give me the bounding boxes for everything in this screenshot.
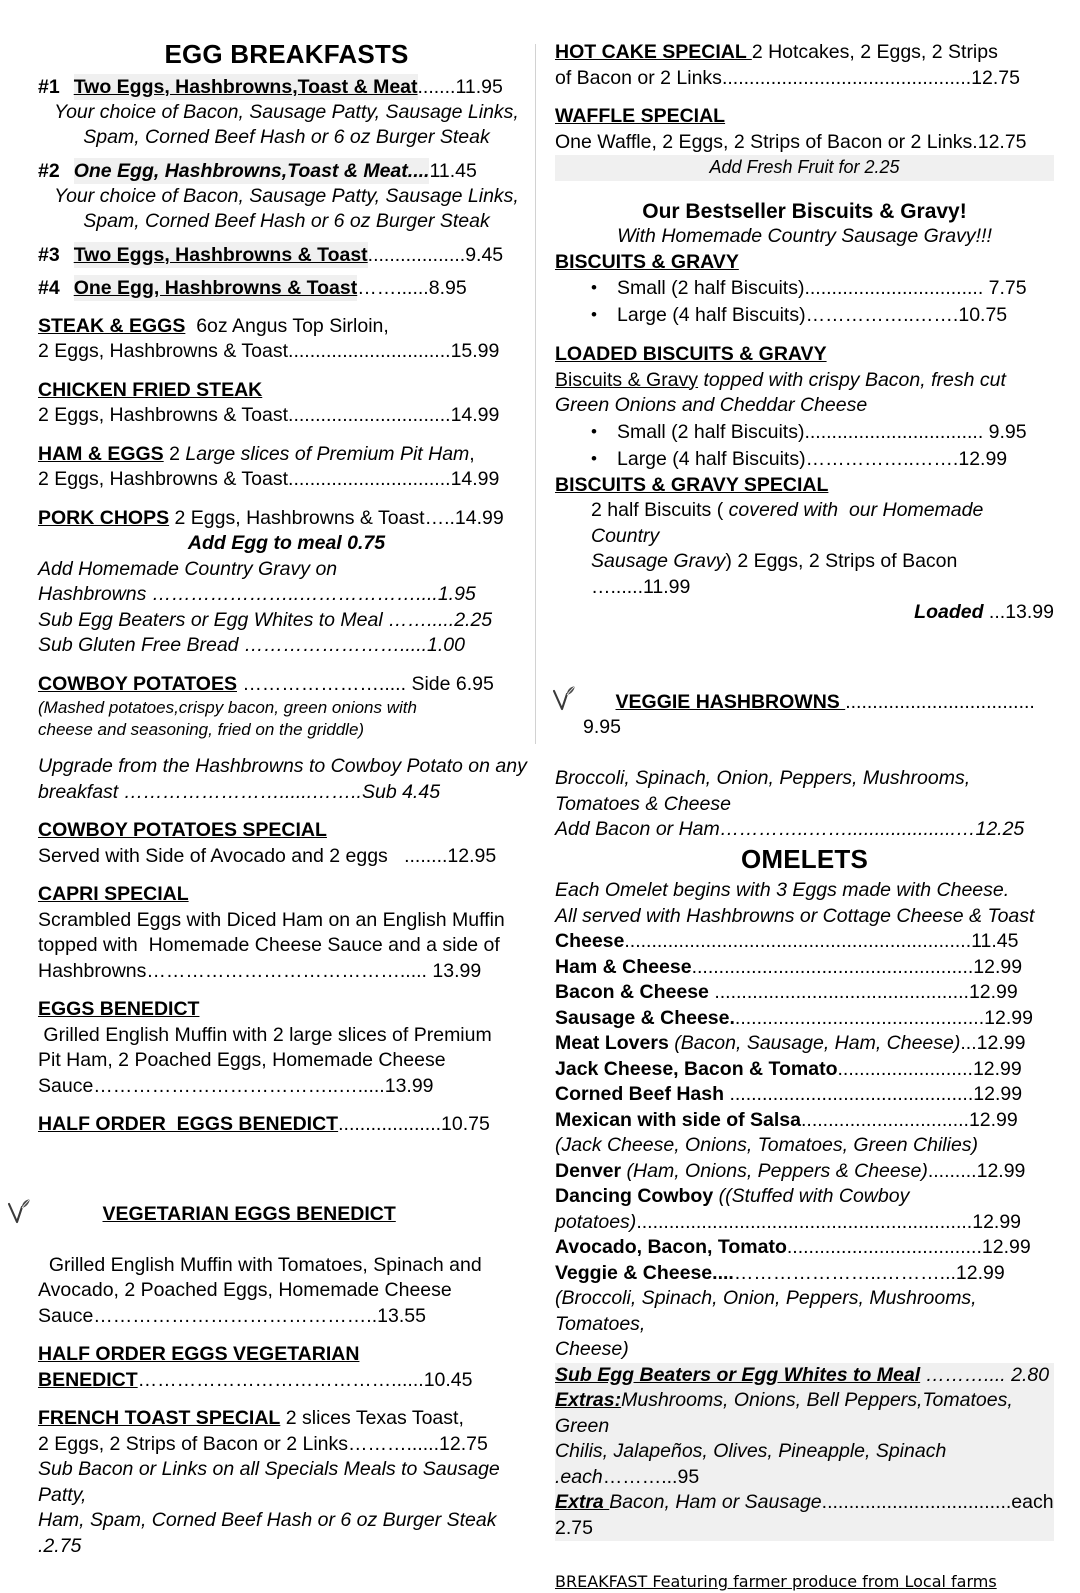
size-label: Small (2 half Biscuits) [617,420,805,443]
omelet-name: Jack Cheese, Bacon & Tomato [555,1057,838,1080]
addon-price: 12.25 [975,818,1025,840]
extra-line [38,633,535,659]
omelet-name: Dancing Cowboy [555,1185,714,1208]
omelet-price: 12.99 [984,1006,1033,1029]
leader-dots: ….. [424,506,455,529]
item-detail: Sauce [38,1074,94,1097]
item-price: 13.99 [384,1074,434,1097]
footer-note: BREAKFAST Featuring farmer produce from Local farms [555,1572,997,1592]
omelet-price: 12.99 [972,1057,1022,1080]
extras-price: 95 [677,1465,700,1488]
item-price: 14.99 [450,404,500,427]
leader-dots: .............................................. [721,66,972,89]
veggie-sprout-icon [551,634,581,664]
leader-dots: …………………………………….. [93,1304,378,1327]
menu-item-vegetarian-eggs-benedict [38,1151,535,1253]
menu-item-waffle-special [555,104,1054,130]
omelet-sub-ingredients: Cheese) [555,1338,629,1361]
item-detail-line [38,1074,535,1100]
menu-item-pork-chops [38,506,535,532]
omelet-price: 12.99 [976,1159,1026,1182]
leader-dots: …………………………………...... [137,1368,424,1391]
item-name: COWBOY POTATOES [38,672,237,695]
item-price: 8.95 [428,276,467,299]
item-price: 9.95 [988,420,1027,443]
upgrade-note-line: Upgrade from the Hashbrowns to Cowboy Potato on any [38,755,527,778]
item-detail: 2 half Biscuits ( [591,499,729,521]
leader-dots: ............................... [801,1108,969,1131]
item-number: #4 [38,276,60,299]
size-label: Large (4 half Biscuits) [617,447,806,470]
item-note-line: Sub Bacon or Links on all Specials Meals to Sausage Patty, [38,1458,506,1506]
item-name: One Egg, Hashbrowns & Toast [73,276,358,299]
item-name-cont: BENEDICT [38,1368,138,1391]
item-detail-line: Grilled English Muffin with Tomatoes, Spinach and [38,1253,482,1276]
leader-dots: .............................................. [734,1006,985,1029]
item-price: 13.55 [377,1304,426,1327]
bestseller-headline: Our Bestseller Biscuits & Gravy! [642,199,967,223]
leader-dots: …………………..... [237,672,412,695]
leader-dots: .............................. [288,468,451,491]
leader-dots: ……………..……. [805,304,959,326]
omelets-intro-line: All served with Hashbrowns or Cottage Cheese & Toast [555,904,1035,927]
leader-dots: ................................... [845,690,1035,713]
item-description-line [555,368,1054,394]
item-name: LOADED BISCUITS & GRAVY [555,343,827,365]
omelet-name: Ham & Cheese [555,955,692,978]
menu-item-chicken-fried-steak [38,378,535,404]
leader-dots: …………………..………... [733,1261,956,1284]
item-detail-italic: Sausage Gravy [591,550,726,572]
bestseller-subline: With Homemade Country Sausage Gravy!!! [617,225,992,247]
item-price: 9.95 [583,690,1041,738]
item-description-line: Your choice of Bacon, Sausage Patty, Sausage Links, [54,184,519,207]
menu-item-numbered-4 [38,275,535,301]
item-note-line [38,1508,535,1559]
leader-dots: .................................... [786,1236,982,1259]
item-name: VEGETARIAN EGGS BENEDICT [102,1202,396,1225]
leader-dots: ……………………..... [243,634,428,657]
item-addon-line [555,817,1054,843]
omelet-price: 12.99 [973,1083,1023,1106]
leader-dots: ........ [404,844,448,867]
item-price: 11.99 [643,575,691,598]
list-item [617,275,1054,302]
extra-text: Bacon, Ham or Sausage [609,1491,822,1514]
item-detail: 2 Eggs, Hashbrowns & Toast [38,340,289,363]
item-detail: 2 Eggs, Hashbrowns & Toast [169,506,425,529]
leader-dots: …………………………………..... [146,959,433,982]
menu-item-ham-and-eggs [38,442,535,468]
item-detail-line [555,549,1054,600]
item-description-underlined: Biscuits & Gravy [555,368,699,391]
item-name: VEGGIE HASHBROWNS [615,690,846,713]
section-title-omelets: OMELETS [740,843,869,874]
extra-price: 1.00 [427,634,465,657]
loaded-label: Loaded [914,601,984,623]
omelet-name: Corned Beef Hash [555,1083,730,1106]
item-detail-italic: covered with our Homemade Country [591,499,989,547]
item-price: 9.45 [465,243,504,266]
omelet-price: 12.99 [976,1032,1026,1055]
item-name: CHICKEN FRIED STEAK [38,378,263,401]
menu-item-biscuits-and-gravy [555,250,1054,276]
leader-dots: ................... [338,1113,442,1136]
item-detail-line [38,1304,535,1330]
leader-dots: .............................. [288,404,451,427]
add-egg-note: Add Egg to meal 0.75 [187,532,386,555]
leader-dots: ………... [602,1465,678,1488]
item-note-price: 2.75 [43,1534,82,1557]
item-name: WAFFLE SPECIAL [555,105,726,127]
item-price: 10.75 [441,1113,490,1136]
item-detail: of Bacon or 2 Links [555,66,722,89]
item-price: 15.99 [450,340,500,363]
omelet-price: 12.99 [968,981,1018,1004]
item-number: #2 [38,159,60,182]
item-description-line: Tomatoes & Cheese [555,792,731,815]
extra-text: Sub Egg Beaters or Egg Whites to Meal [38,608,389,631]
omelet-row [555,1235,1054,1261]
omelets-intro-line: Each Omelet begins with 3 Eggs made with Cheese. [555,879,1010,902]
extra-line [38,608,535,634]
item-description-line: Green Onions and Cheddar Cheese [555,394,868,416]
leader-dots: ... [960,1032,977,1055]
item-name: Two Eggs, Hashbrowns,Toast & Meat [73,75,418,98]
item-description-line: Your choice of Bacon, Sausage Patty, Sausage Links, [54,100,519,123]
item-detail-line: Avocado, 2 Poached Eggs, Homemade Cheese [38,1279,452,1302]
leader-dots: .................. [367,243,466,266]
item-name: CAPRI SPECIAL [38,883,189,906]
item-price: 12.99 [958,447,1008,470]
left-column [38,39,543,1557]
item-name: STEAK & EGGS [38,314,186,337]
item-description-line: (Mashed potatoes,crispy bacon, green onions with [38,698,417,718]
leader-dots: ... [983,601,1006,623]
leader-dots: .............................................................. [636,1210,973,1233]
leader-dots: ................................................................ [624,930,972,953]
item-detail-line: Pit Ham, 2 Poached Eggs, Homemade Cheese [38,1049,446,1072]
extra-text: Hashbrowns [38,583,152,606]
add-fresh-fruit-note: Add Fresh Fruit for 2.25 [555,155,1054,181]
menu-item-numbered-3 [38,242,535,268]
leader-dots: ………………………………..…..... [93,1074,385,1097]
omelet-row [555,1261,1054,1287]
omelet-name: Avocado, Bacon, Tomato [555,1236,787,1259]
extra-label: Extra [555,1491,610,1514]
item-name: Two Eggs, Hashbrowns & Toast [73,243,368,266]
omelet-name: Mexican with side of Salsa [555,1108,801,1131]
leader-dots: ......... [927,1159,977,1182]
leader-dots: …...... [591,575,644,598]
omelet-row [555,980,1054,1006]
item-detail-line [38,467,535,493]
section-title-egg-breakfasts: EGG BREAKFASTS [164,39,409,69]
menu-item-steak-and-eggs [38,314,535,340]
item-detail-line [555,130,1054,156]
list-item [617,446,1054,473]
item-note: Ham, Spam, Corned Beef Hash or 6 oz Burger Steak . [38,1509,502,1557]
veggie-sprout-icon [6,1147,36,1177]
leader-dots: ................................. [804,420,989,443]
omelet-price: 12.99 [981,1236,1031,1259]
item-price: 12.95 [447,844,497,867]
item-detail-line [38,844,535,870]
menu-item-biscuits-gravy-special [555,473,1054,499]
item-price: 11.95 [455,75,503,98]
item-detail-line [555,498,1054,549]
omelet-name: Bacon & Cheese [555,981,715,1004]
omelet-row [555,1108,1054,1134]
omelet-price: 12.99 [968,1108,1018,1131]
item-name: One Egg, Hashbrowns,Toast & Meat.... [73,159,430,182]
item-name: FRENCH TOAST SPECIAL [38,1407,281,1430]
item-detail-line: Scrambled Eggs with Diced Ham on an English Muffin [38,908,505,931]
item-price: 12.75 [439,1432,488,1455]
extra-meat-line [555,1490,1059,1541]
item-detail: ) 2 Eggs, 2 Strips of Bacon [725,550,963,572]
list-item [617,419,1054,446]
size-label: Large (4 half Biscuits) [617,304,806,326]
item-detail-line [38,403,535,429]
omelet-row [555,1082,1054,1108]
item-name: PORK CHOPS [38,506,170,529]
omelet-sub-ingredients: (Broccoli, Spinach, Onion, Peppers, Mushrooms, Tomatoes, [555,1287,983,1335]
item-price: 14.99 [450,468,500,491]
omelet-ingredients-cont: potatoes) [555,1210,637,1233]
item-name: HAM & EGGS [38,442,164,465]
item-name: HALF ORDER EGGS VEGETARIAN [38,1343,360,1366]
menu-item-hot-cake-special [555,40,1054,66]
item-detail-line [38,959,535,985]
omelet-sub-ingredients: (Jack Cheese, Onions, Tomatoes, Green Chilies) [555,1134,979,1157]
item-price: 12.75 [971,66,1020,89]
omelet-row [555,1057,1054,1083]
omelet-row [555,1031,1054,1057]
item-name: HOT CAKE SPECIAL [555,41,752,63]
item-number: #3 [38,243,60,266]
item-price: Side 6.95 [411,672,494,695]
item-price: 7.75 [988,277,1027,299]
extras-text: Mushrooms, Onions, Bell Peppers,Tomatoes, Green [555,1389,1019,1437]
item-description-line: cheese and seasoning, fried on the griddle) [38,720,365,740]
leader-dots: ……..... [388,608,455,631]
item-description-line: Spam, Corned Beef Hash or 6 oz Burger Steak [83,210,490,233]
item-description-line: Spam, Corned Beef Hash or 6 oz Burger Steak [83,126,490,149]
extra-price: 1.95 [437,583,476,606]
loaded-price-line [555,600,1054,626]
leader-dots: …………..……....................… [719,818,976,840]
item-name: HALF ORDER EGGS BENEDICT [38,1113,339,1136]
item-price: 13.99 [432,959,482,982]
size-label: Small (2 half Biscuits) [617,277,805,299]
extra-line [38,557,535,583]
omelet-name: Veggie & Cheese.... [555,1261,734,1284]
item-description-italic: topped with crispy Bacon, fresh cut [698,368,1006,391]
upgrade-price: Sub 4.45 [361,780,441,803]
item-name: BISCUITS & GRAVY [555,250,739,273]
loaded-biscuits-size-list [555,419,1054,473]
item-detail-line: Grilled English Muffin with 2 large slices of Premium [38,1023,492,1046]
leader-dots: ……………..……. [805,447,959,470]
addon-label: Add Bacon or Ham [555,818,720,840]
omelet-row [555,955,1054,981]
menu-item-french-toast-special [38,1406,535,1432]
sub-price: 2.80 [1005,1363,1050,1386]
leader-dots: ………...... [348,1432,440,1455]
item-price: 12.75 [977,130,1027,153]
menu-item-capri-special [38,882,535,908]
item-detail: One Waffle, 2 Eggs, 2 Strips of Bacon or 2 Links. [555,130,978,153]
omelet-name: Cheese [555,930,625,953]
omelet-price: 11.45 [971,930,1019,953]
omelet-ingredients: (Bacon, Sausage, Ham, Cheese) [668,1032,961,1055]
menu-item-half-order-vegetarian-benedict [38,1342,535,1368]
item-detail-line [38,339,535,365]
item-price: 14.99 [454,506,504,529]
item-name: EGGS BENEDICT [38,998,200,1021]
list-item [617,302,1054,329]
menu-item-eggs-benedict [38,997,535,1023]
omelet-price: 12.99 [973,955,1023,978]
item-name: COWBOY POTATOES SPECIAL [38,819,327,842]
menu-item-cowboy-potatoes-special [38,818,535,844]
omelet-ingredients: (Ham, Onions, Peppers & Cheese) [621,1159,928,1182]
sub-label: Sub Egg Beaters or Egg Whites to Meal [555,1363,921,1386]
item-name-extra-italic: Large slices of Premium Pit Ham [185,442,470,465]
omelet-name: Denver [555,1159,622,1182]
item-name-extra: 6oz Angus Top Sirloin, [185,314,389,337]
menu-item-cowboy-potatoes [38,672,535,698]
omelet-row [555,929,1054,955]
omelet-row [555,1159,1054,1185]
item-detail-line [38,1368,535,1394]
extra-text: Add Homemade Country Gravy on [38,557,338,580]
extra-price: each 2.75 [555,1491,1059,1539]
omelet-name: Meat Lovers [555,1032,669,1055]
item-name-extra: 2 [163,442,186,465]
item-detail-line [38,1432,535,1458]
leader-dots: ............................................. [729,1083,974,1106]
menu-item-loaded-biscuits-and-gravy [555,342,1054,368]
item-name-extra-tail: , [469,442,475,465]
menu-item-numbered-1 [38,74,535,100]
leader-dots: .................................................... [691,955,974,978]
menu-item-numbered-2 [38,158,535,184]
leader-dots: ……...... [357,276,429,299]
extras-line-continued [555,1439,1054,1490]
item-detail: Sauce [38,1304,94,1327]
omelet-name: Sausage & Cheese. [555,1006,735,1029]
menu-item-half-order-eggs-benedict [38,1112,535,1138]
item-price: 13.99 [1005,601,1054,623]
item-name-extra: 2 Hotcakes, 2 Eggs, 2 Strips [751,41,998,63]
omelet-price: 12.99 [972,1210,1022,1233]
leader-dots: ................................. [804,277,989,299]
item-detail: 2 Eggs, Hashbrowns & Toast [38,468,289,491]
item-detail: 2 Eggs, Hashbrowns & Toast [38,404,289,427]
item-price: 10.45 [423,1368,473,1391]
extras-line [555,1388,1054,1439]
omelet-row-continued [555,1210,1054,1236]
menu-item-veggie-hashbrowns [555,639,1054,767]
item-detail-line [555,66,1054,92]
item-detail: Served with Side of Avocado and 2 eggs [38,844,405,867]
omelet-row-dancing-cowboy [555,1184,1054,1210]
item-number: #1 [38,75,60,98]
item-detail: 2 Eggs, 2 Strips of Bacon or 2 Links [38,1432,349,1455]
item-name-extra: 2 slices Texas Toast, [280,1407,464,1430]
item-detail-line: topped with Homemade Cheese Sauce and a side of [38,934,500,957]
item-description-line: Broccoli, Spinach, Onion, Peppers, Mushrooms, [555,767,971,789]
omelet-price: 12.99 [955,1261,1005,1284]
omelet-ingredients: ((Stuffed with Cowboy [713,1185,910,1208]
extra-line [38,582,535,608]
leader-dots: ......................... [837,1057,973,1080]
leader-dots: .............................. [288,340,451,363]
leader-dots: ……….... [920,1363,1006,1386]
leader-dots: ............................................... [714,981,969,1004]
right-column [543,40,1059,1592]
item-name: BISCUITS & GRAVY SPECIAL [555,473,829,496]
item-price: 11.45 [429,159,477,182]
leader-dots: …………………..……………….... [151,583,438,606]
upgrade-text: breakfast ……………………......…….. [38,780,362,803]
item-price: 10.75 [958,304,1008,326]
extras-label: Extras: [555,1389,622,1412]
upgrade-note-line [38,780,535,806]
item-detail: Hashbrowns [38,959,147,982]
leader-dots: ................................... [821,1491,1012,1514]
extras-text-cont: Chilis, Jalapeños, Olives, Pineapple, Spinach .each [555,1440,952,1488]
omelet-row [555,1006,1054,1032]
biscuits-gravy-size-list [555,275,1054,329]
extra-text: Sub Gluten Free Bread [38,634,244,657]
sub-egg-beaters-line [555,1363,1054,1389]
extra-price: 2.25 [454,608,493,631]
leader-dots: ....... [417,75,456,98]
